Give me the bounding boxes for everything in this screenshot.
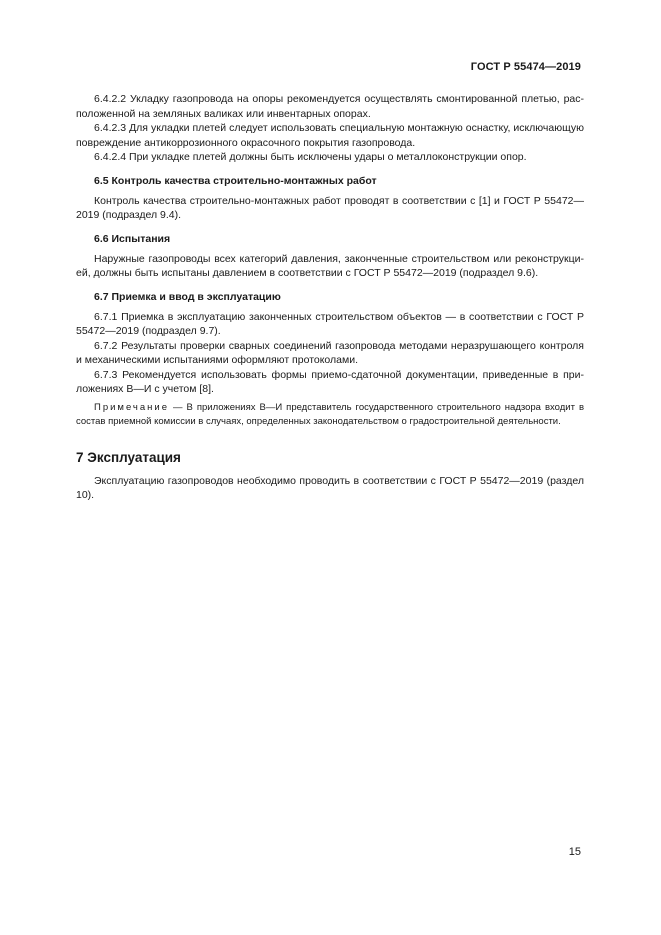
note-text: — В приложениях В—И представитель государственного строительного надзора входит в состав приемной комиссии в случаях, определенных законодательством о градостроительной деятельности. bbox=[76, 401, 584, 427]
note-label: Примечание bbox=[94, 401, 169, 413]
paragraph-6-7-3: 6.7.3 Рекомендуется использовать формы приемо-сдаточной документации, приведенные в приложениях В—И с учетом [8]. bbox=[76, 368, 584, 395]
paragraph-6-4-2-3: 6.4.2.3 Для укладки плетей следует использовать специальную монтажную оснастку, исключающую повреждение антикоррозионного окрасочного покрытия газопровода. bbox=[76, 122, 584, 149]
paragraph-6-4-2-2: 6.4.2.2 Укладку газопровода на опоры рекомендуется осуществлять смонтированной плетью, расположенной на земляных валиках или инвентарных опорах. bbox=[76, 93, 584, 120]
heading-7: 7 Эксплуатация bbox=[76, 449, 181, 465]
paragraph-6-7-2: 6.7.2 Результаты проверки сварных соединений газопровода методами неразрушающего контроля и механическими испытаниями оформляют протоколами. bbox=[76, 339, 584, 366]
document-code: ГОСТ Р 55474—2019 bbox=[470, 61, 581, 73]
note bbox=[76, 401, 584, 429]
heading-6-6: 6.6 Испытания bbox=[94, 232, 171, 245]
page-body bbox=[76, 92, 584, 503]
paragraph-6-6: Наружные газопроводы всех категорий давления, законченные строительством или реконструкцией, должны быть испытаны давлением в соответствии с ГОСТ Р 55472—2019 (подраздел 9.6). bbox=[76, 252, 584, 279]
page-number: 15 bbox=[568, 846, 581, 858]
heading-6-5: 6.5 Контроль качества строительно-монтажных работ bbox=[94, 174, 377, 187]
paragraph-6-5: Контроль качества строительно-монтажных работ проводят в соответствии с [1] и ГОСТ Р 55472—2019 (подраздел 9.4). bbox=[76, 194, 584, 221]
paragraph-6-4-2-4: 6.4.2.4 При укладке плетей должны быть исключены удары о металлоконструкции опор. bbox=[94, 151, 527, 163]
heading-6-7: 6.7 Приемка и ввод в эксплуатацию bbox=[94, 290, 281, 303]
paragraph-7: Эксплуатацию газопроводов необходимо проводить в соответствии с ГОСТ Р 55472—2019 (раздел 10). bbox=[76, 474, 584, 501]
paragraph-6-7-1: 6.7.1 Приемка в эксплуатацию законченных строительством объектов — в соответствии с ГОСТ Р 55472—2019 (подраздел 9.7). bbox=[76, 310, 584, 337]
